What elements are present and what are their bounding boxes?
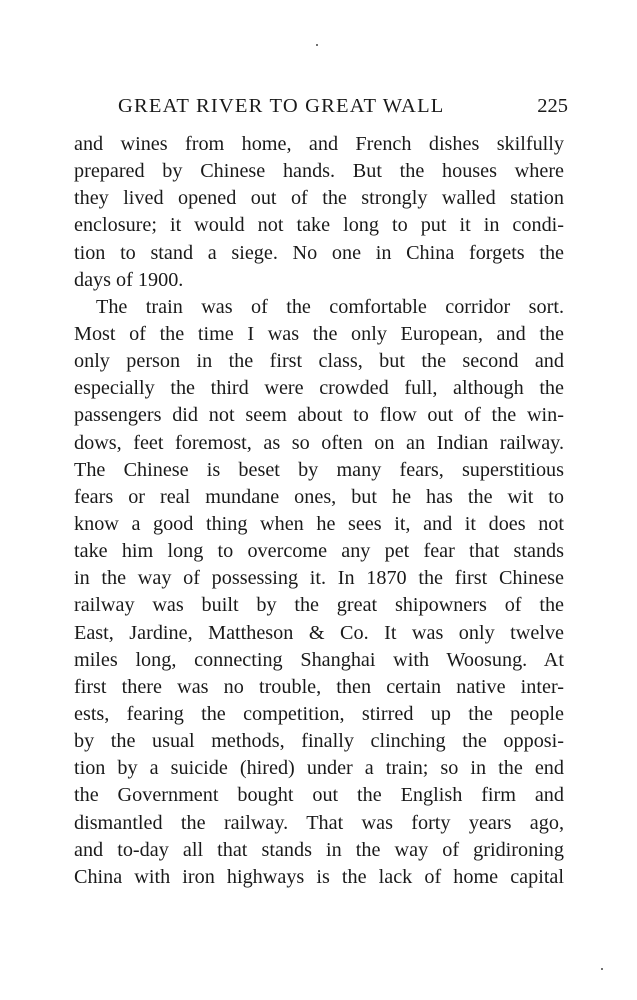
text-line: Most of the time I was the only European, and the	[74, 322, 564, 345]
speck-bottom-right	[601, 968, 603, 970]
text-line: and wines from home, and French dishes skilfully	[74, 133, 564, 155]
text-line: tion by a suicide (hired) under a train; so in the end	[74, 757, 564, 780]
text-line: especially the third were crowded full, although the	[74, 377, 564, 400]
page-number: 225	[537, 95, 568, 117]
text-line: railway was built by the great shipowners of the	[74, 594, 564, 617]
text-line: only person in the first class, but the second and	[74, 350, 564, 373]
body-text	[74, 131, 564, 891]
text-line: the Government bought out the English firm and	[74, 784, 564, 807]
speck-top	[316, 44, 318, 46]
text-line: dismantled the railway. That was forty years ago,	[74, 811, 564, 834]
text-line: East, Jardine, Mattheson & Co. It was only twelve	[74, 621, 564, 644]
text-line: days of 1900.	[74, 268, 184, 291]
text-line: China with iron highways is the lack of home capital	[74, 865, 564, 888]
text-line: in the way of possessing it. In 1870 the first Chinese	[74, 567, 564, 590]
page-header	[118, 95, 568, 121]
text-line: first there was no trouble, then certain native inter-	[74, 675, 564, 698]
text-line: prepared by Chinese hands. But the houses where	[74, 160, 564, 183]
text-line: The Chinese is beset by many fears, superstitious	[74, 458, 564, 481]
text-line: fears or real mundane ones, but he has the wit to	[74, 485, 564, 508]
text-line: miles long, connecting Shanghai with Woosung. At	[74, 648, 564, 671]
text-line: take him long to overcome any pet fear that stands	[74, 540, 564, 563]
running-title: GREAT RIVER TO GREAT WALL	[118, 95, 445, 117]
text-line: The train was of the comfortable corridor sort.	[96, 295, 564, 318]
text-line: dows, feet foremost, as so often on an Indian railway.	[74, 431, 564, 454]
text-line: know a good thing when he sees it, and it does not	[74, 512, 564, 535]
text-line: tion to stand a siege. No one in China forgets the	[74, 241, 564, 264]
text-line: they lived opened out of the strongly walled station	[74, 187, 564, 210]
text-line: ests, fearing the competition, stirred up the people	[74, 702, 564, 725]
text-line: by the usual methods, finally clinching the opposi-	[74, 730, 564, 753]
text-line: and to-day all that stands in the way of gridironing	[74, 838, 564, 861]
text-line: enclosure; it would not take long to put it in condi-	[74, 214, 564, 237]
text-line: passengers did not seem about to flow out of the win-	[74, 404, 564, 427]
